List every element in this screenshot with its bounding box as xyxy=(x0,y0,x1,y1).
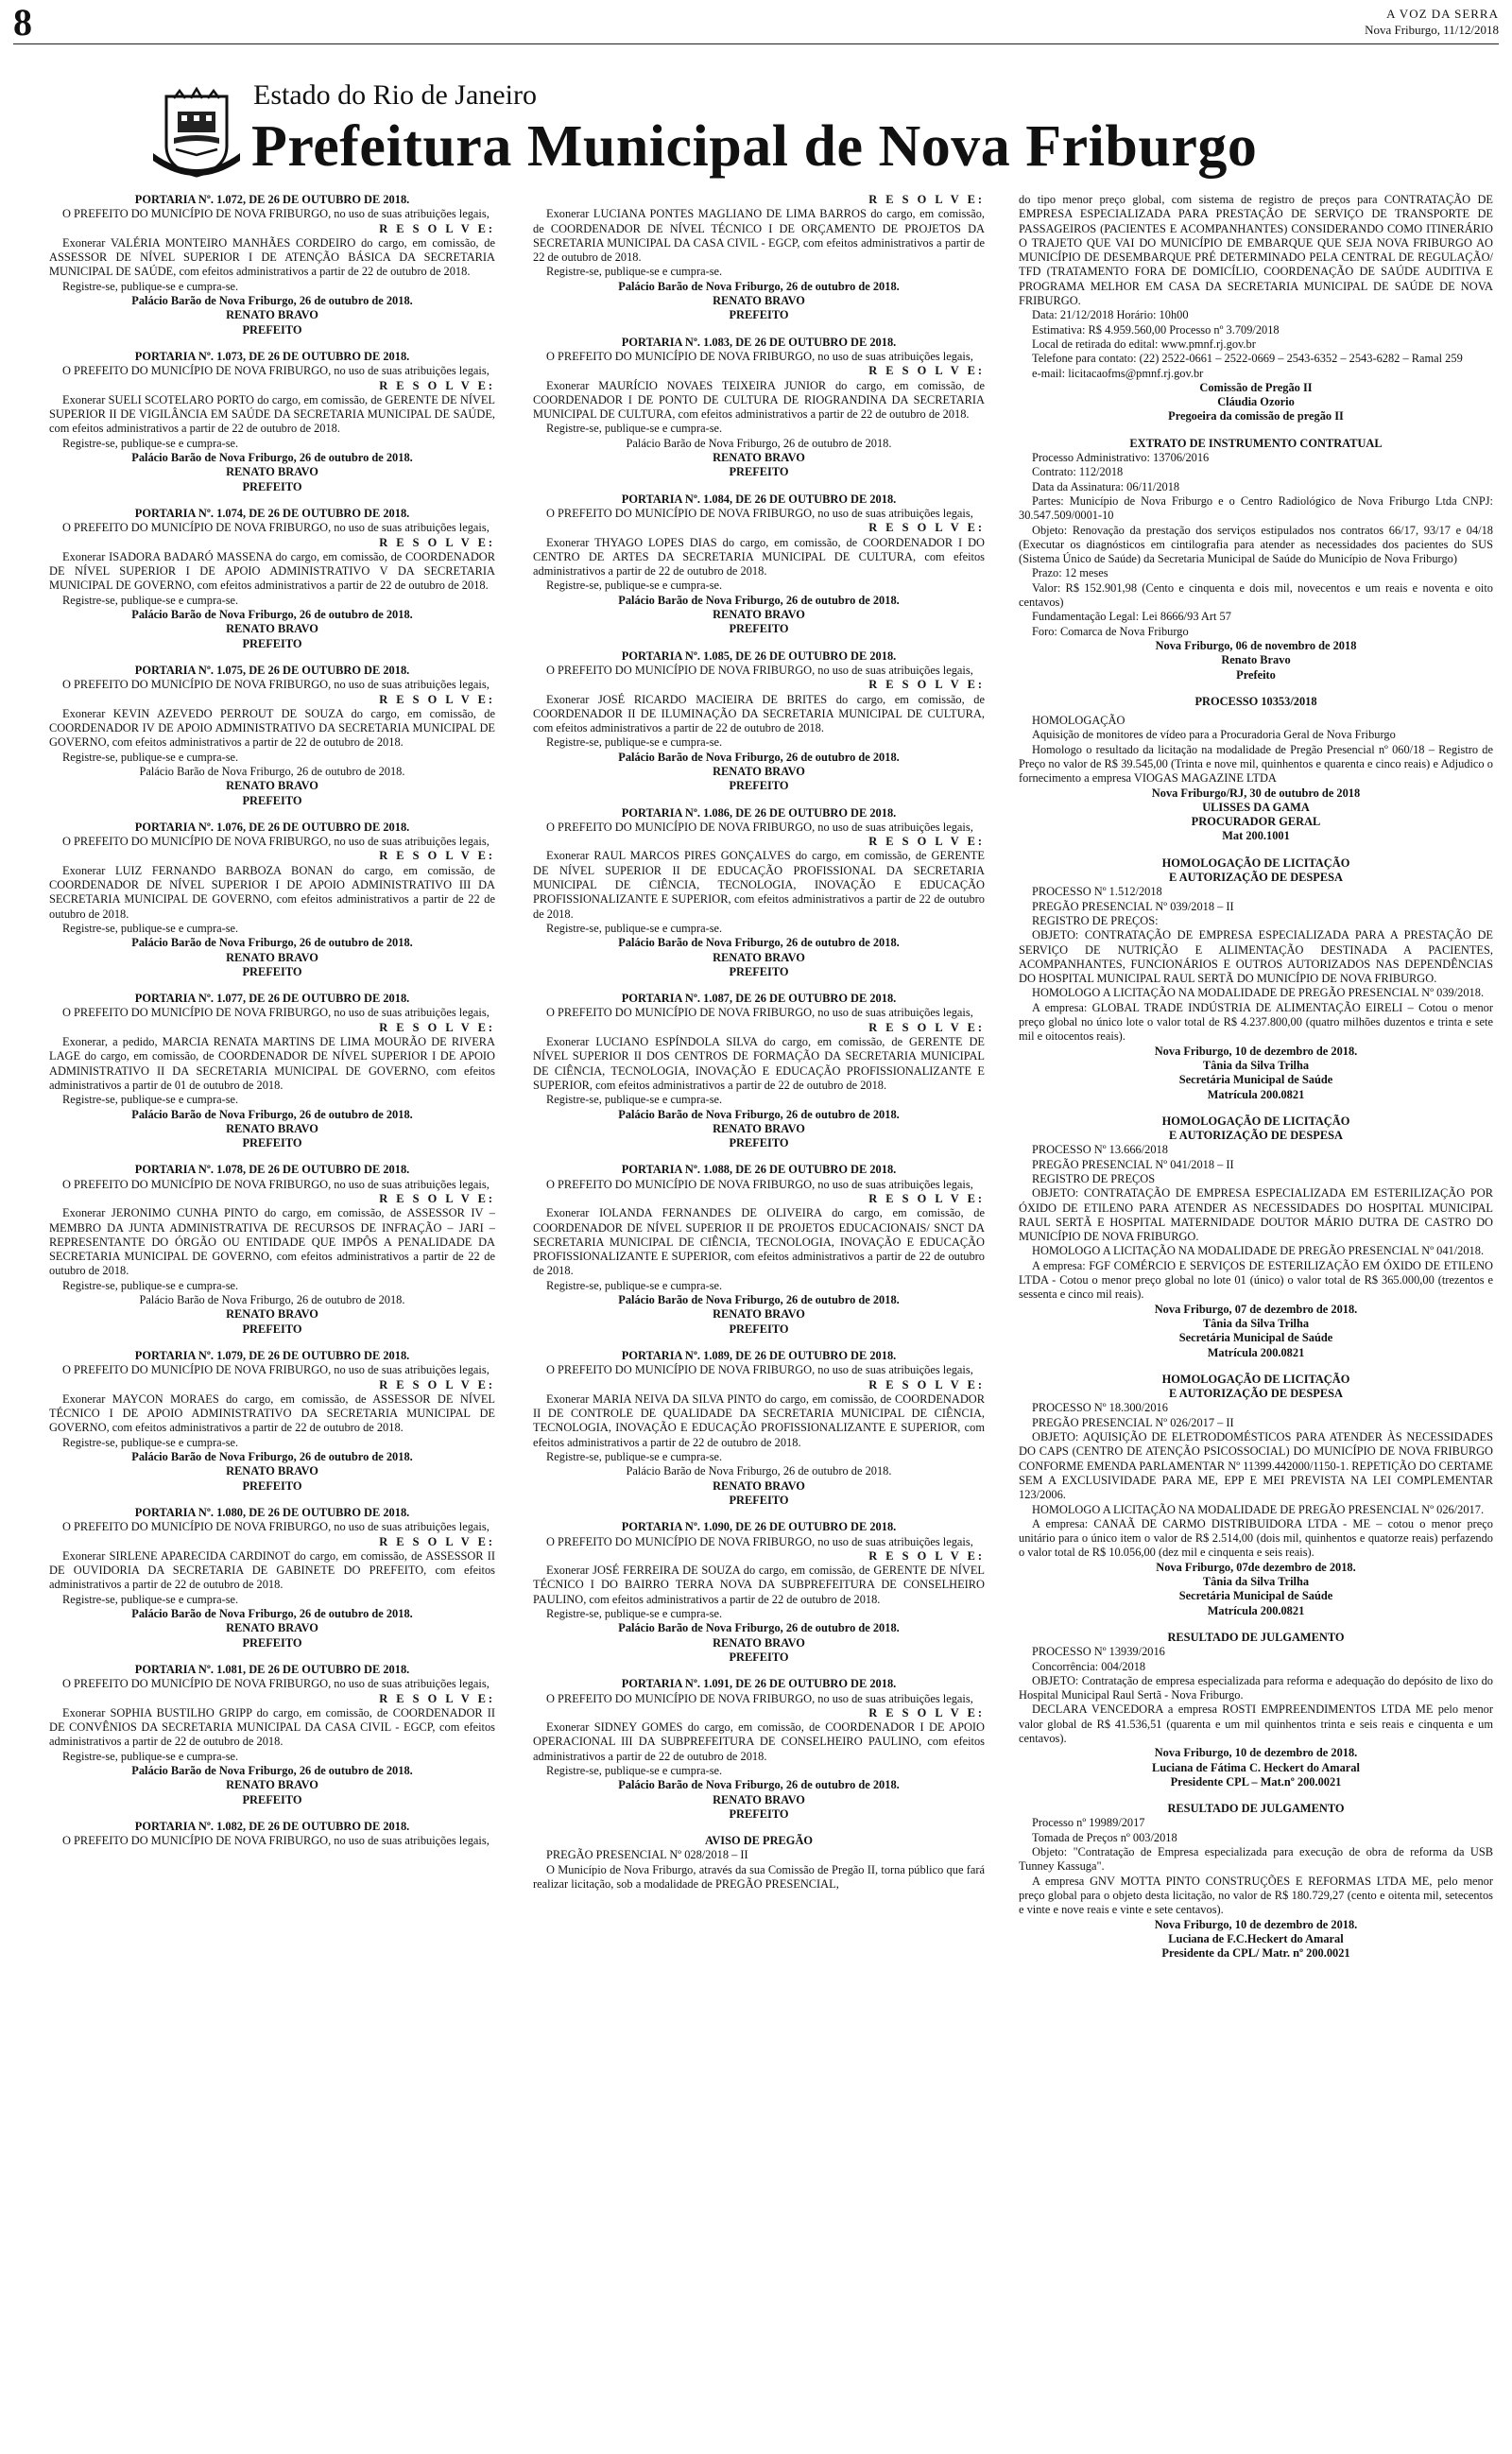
signature-line: Palácio Barão de Nova Friburgo, 26 de outubro de 2018. xyxy=(131,1450,413,1464)
paragraph: HOMOLOGO A LICITAÇÃO NA MODALIDADE DE PREGÃO PRESENCIAL Nº 041/2018. xyxy=(1032,1244,1485,1258)
paragraph: Registre-se, publique-se e cumpra-se. xyxy=(546,921,723,935)
section-heading: PORTARIA Nº. 1.081, DE 26 DE OUTUBRO DE 2018. xyxy=(134,1662,410,1676)
signature-line: RENATO BRAVO xyxy=(713,608,805,622)
section-heading: PORTARIA Nº. 1.089, DE 26 DE OUTUBRO DE 2018. xyxy=(621,1348,897,1362)
signature-line: Palácio Barão de Nova Friburgo, 26 de outubro de 2018. xyxy=(131,608,413,622)
paragraph: O PREFEITO DO MUNICÍPIO DE NOVA FRIBURGO, no uso de suas atribuições legais, xyxy=(62,1520,490,1534)
page-header xyxy=(13,1,1499,44)
paragraph: PROCESSO Nº 13939/2016 xyxy=(1032,1645,1165,1659)
masthead xyxy=(151,72,1380,195)
paragraph: Prazo: 12 meses xyxy=(1032,566,1108,580)
signature-line: RENATO BRAVO xyxy=(713,1478,805,1493)
section-heading: RESULTADO DE JULGAMENTO xyxy=(1167,1630,1345,1644)
signature-line: Palácio Barão de Nova Friburgo, 26 de outubro de 2018. xyxy=(618,279,900,293)
paragraph: A empresa: GLOBAL TRADE INDÚSTRIA DE ALIMENTAÇÃO EIRELI – Cotou o menor preço global no único lote o valor total de R$ 4.237.800,00 (quatro milhões duzentos e trinta e sete mil e oitocentos reais). xyxy=(1019,1000,1493,1044)
paragraph: O PREFEITO DO MUNICÍPIO DE NOVA FRIBURGO, no uso de suas atribuições legais, xyxy=(62,1677,490,1691)
paragraph: HOMOLOGAÇÃO xyxy=(1032,714,1125,728)
paragraph: HOMOLOGO A LICITAÇÃO NA MODALIDADE DE PREGÃO PRESENCIAL Nº 039/2018. xyxy=(1032,986,1485,1000)
signature-line: RENATO BRAVO xyxy=(226,1307,318,1322)
resolve-label: R E S O L V E: xyxy=(379,1691,495,1705)
paragraph: Registre-se, publique-se e cumpra-se. xyxy=(62,1435,239,1449)
signature-line: PREFEITO xyxy=(729,622,789,636)
section-heading: PORTARIA Nº. 1.077, DE 26 DE OUTUBRO DE 2018. xyxy=(134,992,410,1006)
paragraph: Telefone para contato: (22) 2522-0661 – 2522-0669 – 2543-6352 – 2543-6282 – Ramal 259 xyxy=(1032,352,1463,366)
coat-of-arms-icon xyxy=(149,87,244,181)
section-heading: EXTRATO DE INSTRUMENTO CONTRATUAL xyxy=(1129,436,1383,450)
signature-line: Nova Friburgo, 07 de dezembro de 2018. xyxy=(1154,1302,1358,1316)
state-name: Estado do Rio de Janeiro xyxy=(253,79,537,111)
paragraph: Registre-se, publique-se e cumpra-se. xyxy=(62,593,239,607)
resolve-label: R E S O L V E: xyxy=(868,193,985,206)
resolve-label: R E S O L V E: xyxy=(379,1377,495,1391)
paragraph: Partes: Município de Nova Friburgo e o Centro Radiológico de Nova Friburgo Ltda CNPJ: 30.547.509/0001-10 xyxy=(1019,493,1493,523)
spacer xyxy=(533,1150,985,1163)
paragraph: O PREFEITO DO MUNICÍPIO DE NOVA FRIBURGO, no uso de suas atribuições legais, xyxy=(546,1691,973,1705)
signature-line: Tânia da Silva Trilha xyxy=(1202,1575,1310,1589)
spacer xyxy=(49,337,495,350)
paragraph: Local de retirada do edital: www.pmnf.rj.gov.br xyxy=(1032,337,1256,351)
signature-line: RENATO BRAVO xyxy=(226,465,318,479)
paragraph: O PREFEITO DO MUNICÍPIO DE NOVA FRIBURGO, no uso de suas atribuições legais, xyxy=(62,1363,490,1377)
signature-line: RENATO BRAVO xyxy=(713,1121,805,1135)
section-heading: PORTARIA Nº. 1.091, DE 26 DE OUTUBRO DE 2018. xyxy=(621,1677,897,1691)
paragraph: O PREFEITO DO MUNICÍPIO DE NOVA FRIBURGO, no uso de suas atribuições legais, xyxy=(62,678,490,692)
spacer xyxy=(49,1494,495,1506)
paragraph: Concorrência: 004/2018 xyxy=(1032,1659,1146,1673)
signature-line: RENATO BRAVO xyxy=(226,779,318,793)
paragraph: O PREFEITO DO MUNICÍPIO DE NOVA FRIBURGO, no uso de suas atribuições legais, xyxy=(62,364,490,378)
signature-line: Palácio Barão de Nova Friburgo, 26 de outubro de 2018. xyxy=(618,1107,900,1121)
issue-date: Nova Friburgo, 11/12/2018 xyxy=(1365,23,1499,37)
signature-line: Nova Friburgo/RJ, 30 de outubro de 2018 xyxy=(1151,786,1361,800)
spacer xyxy=(1019,844,1493,856)
signature-line: PREFEITO xyxy=(242,1136,302,1150)
paragraph: Data da Assinatura: 06/11/2018 xyxy=(1032,479,1180,493)
signature-line: Palácio Barão de Nova Friburgo, 26 de outubro de 2018. xyxy=(618,1293,900,1307)
paragraph: Objeto: Renovação da prestação dos serviços estipulados nos contratos 66/17, 93/17 e 04/18 (Executar os diagnósticos em cintilografia para atender as necessidades dos pacientes do SUS (Sistema Único de Saúde) da Secretaria Municipal de Saúde do Município de Nova Friburgo) xyxy=(1019,523,1493,566)
place-date-line: Palácio Barão de Nova Friburgo, 26 de outubro de 2018. xyxy=(139,1293,405,1307)
resolve-label: R E S O L V E: xyxy=(379,1192,495,1205)
spacer xyxy=(533,637,985,649)
paragraph: Registre-se, publique-se e cumpra-se. xyxy=(62,921,239,935)
paragraph: Exonerar JOSÉ FERREIRA DE SOUZA do cargo, em comissão, de GERENTE DE NÍVEL TÉCNICO I DO BAIRRO TERRA NOVA DA SUBPREFEITURA DE CONSELHEIRO PAULINO, com efeitos administrativos a partir de 22 de outubro de 2018. xyxy=(533,1564,985,1606)
paragraph: Processo Administrativo: 13706/2016 xyxy=(1032,451,1210,465)
paragraph: Registre-se, publique-se e cumpra-se. xyxy=(62,1093,239,1107)
paragraph: Registre-se, publique-se e cumpra-se. xyxy=(62,1592,239,1606)
section-heading: AVISO DE PREGÃO xyxy=(704,1834,814,1848)
paragraph: Exonerar JERONIMO CUNHA PINTO do cargo, em comissão, de ASSESSOR IV – MEMBRO DA JUNTA ADMINISTRATIVA DE RECURSOS DE INFRAÇÃO – JARI – REPRESENTANTE DO ÓRGÃO OU ENTIDADE QUE IMPÔS A PENALIDADE DA SECRETARIA MUNICIPAL DE GOVERNO, com efeitos administrativos a partir de 22 de outubro de 2018. xyxy=(49,1206,495,1278)
spacer xyxy=(533,480,985,493)
signature-line: RENATO BRAVO xyxy=(713,950,805,964)
paragraph: OBJETO: AQUISIÇÃO DE ELETRODOMÉSTICOS PARA ATENDER ÀS NECESSIDADES DO CAPS (CENTRO DE ATENÇÃO PSICOSSOCIAL) DO MUNICÍPIO DE NOVA FRIBURGO CONFORME EMENDA PARLAMENTAR Nº 11399.442000/1150-1. REPETIÇÃO DO CERTAME SEM A EXCLUSIVIDADE PARA ME, EPP E MEI PREVISTA NA LEI COMPLEMENTAR 123/2006. xyxy=(1019,1430,1493,1502)
signature-line: Nova Friburgo, 10 de dezembro de 2018. xyxy=(1154,1746,1358,1760)
paragraph: Exonerar MAURÍCIO NOVAES TEIXEIRA JUNIOR do cargo, em comissão, de COORDENADOR I DE PONTO DE CULTURA DE RIOGRANDINA DA SECRETARIA MUNICIPAL DE CULTURA, com efeitos administrativos a partir de 22 de outubro de 2018. xyxy=(533,378,985,422)
signature-line: RENATO BRAVO xyxy=(713,1635,805,1650)
signature-line: PREFEITO xyxy=(242,964,302,978)
resolve-label: R E S O L V E: xyxy=(868,678,985,692)
paragraph: PREGÃO PRESENCIAL Nº 039/2018 – II xyxy=(1032,899,1234,913)
paragraph: O PREFEITO DO MUNICÍPIO DE NOVA FRIBURGO, no uso de suas atribuições legais, xyxy=(546,506,973,520)
paragraph: Processo nº 19989/2017 xyxy=(1032,1816,1145,1830)
signature-line: PREFEITO xyxy=(729,465,789,479)
paragraph: Exonerar SOPHIA BUSTILHO GRIPP do cargo, em comissão, de COORDENADOR II DE CONVÊNIOS DA SECRETARIA MUNICIPAL DA CASA CIVIL - EGCP, com efeitos administrativos a partir de 22 de outubro de 2018. xyxy=(49,1705,495,1749)
section-heading: PORTARIA Nº. 1.075, DE 26 DE OUTUBRO DE 2018. xyxy=(134,663,410,677)
signature-line: PREFEITO xyxy=(729,1322,789,1336)
signature-line: Matrícula 200.0821 xyxy=(1207,1603,1305,1617)
section-heading: PORTARIA Nº. 1.079, DE 26 DE OUTUBRO DE 2018. xyxy=(134,1348,410,1362)
section-heading: PORTARIA Nº. 1.076, DE 26 DE OUTUBRO DE 2018. xyxy=(134,820,410,834)
signature-line: Presidente da CPL/ Matr. nº 200.0021 xyxy=(1161,1946,1350,1961)
signature-line: PREFEITO xyxy=(729,308,789,322)
paragraph: Aquisição de monitores de vídeo para a Procuradoria Geral de Nova Friburgo xyxy=(1032,728,1396,742)
spacer xyxy=(1019,424,1493,437)
signature-line: Prefeito xyxy=(1236,667,1276,682)
paragraph: Exonerar THYAGO LOPES DIAS do cargo, em comissão, de COORDENADOR I DO CENTRO DE ARTES DA SECRETARIA MUNICIPAL DE CULTURA, com efeitos administrativos a partir de 22 de outubro de 2018. xyxy=(533,535,985,579)
signature-line: RENATO BRAVO xyxy=(226,1621,318,1635)
paragraph: Exonerar JOSÉ RICARDO MACIEIRA DE BRITES do cargo, em comissão, de COORDENADOR II DE ILUMINAÇÃO DA SECRETARIA MUNICIPAL DE CULTURA, com efeitos administrativos a partir de 22 de outubro de 2018. xyxy=(533,692,985,735)
resolve-label: R E S O L V E: xyxy=(868,1548,985,1563)
column-3 xyxy=(1019,193,1493,2448)
signature-line: Cláudia Ozorio xyxy=(1217,395,1295,409)
section-heading: PORTARIA Nº. 1.086, DE 26 DE OUTUBRO DE 2018. xyxy=(621,805,897,820)
signature-line: Tânia da Silva Trilha xyxy=(1202,1058,1310,1072)
signature-line: PREFEITO xyxy=(242,322,302,337)
signature-line: RENATO BRAVO xyxy=(226,1121,318,1135)
spacer xyxy=(533,1822,985,1834)
spacer xyxy=(533,323,985,336)
place-date-line: Palácio Barão de Nova Friburgo, 26 de outubro de 2018. xyxy=(626,436,892,450)
resolve-label: R E S O L V E: xyxy=(868,364,985,378)
paragraph: Registre-se, publique-se e cumpra-se. xyxy=(62,279,239,293)
signature-line: Nova Friburgo, 07de dezembro de 2018. xyxy=(1156,1560,1356,1574)
spacer xyxy=(49,1650,495,1663)
resolve-label: R E S O L V E: xyxy=(379,535,495,549)
resolve-label: R E S O L V E: xyxy=(868,521,985,535)
resolve-label: R E S O L V E: xyxy=(379,849,495,863)
paragraph: O PREFEITO DO MUNICÍPIO DE NOVA FRIBURGO, no uso de suas atribuições legais, xyxy=(62,1177,490,1191)
section-heading: E AUTORIZAÇÃO DE DESPESA xyxy=(1169,871,1343,885)
section-heading: PORTARIA Nº. 1.078, DE 26 DE OUTUBRO DE 2018. xyxy=(134,1163,410,1177)
section-heading: PORTARIA Nº. 1.088, DE 26 DE OUTUBRO DE 2018. xyxy=(621,1163,897,1177)
signature-line: Comissão de Pregão II xyxy=(1199,380,1313,394)
paragraph: Exonerar RAUL MARCOS PIRES GONÇALVES do cargo, em comissão, de GERENTE DE NÍVEL SUPERIOR II DE EDUCAÇÃO PROFISSIONAL DA SECRETARIA MUNICIPAL DE CIÊNCIA, TECNOLOGIA, INOVAÇÃO E EDUCAÇÃO PROFISSIONALIZANTE E SUPERIOR, com efeitos administrativos a partir de 22 de outubro de 2018. xyxy=(533,849,985,921)
spacer xyxy=(1019,1102,1493,1115)
signature-line: PREFEITO xyxy=(242,479,302,493)
signature-line: PREFEITO xyxy=(729,779,789,793)
signature-line: Palácio Barão de Nova Friburgo, 26 de outubro de 2018. xyxy=(618,750,900,764)
paragraph: O PREFEITO DO MUNICÍPIO DE NOVA FRIBURGO, no uso de suas atribuições legais, xyxy=(62,1006,490,1020)
paragraph: Exonerar MAYCON MORAES do cargo, em comissão, de ASSESSOR DE NÍVEL TÉCNICO I DE APOIO ADMINISTRATIVO DA SECRETARIA MUNICIPAL DE GOVERNO, com efeitos administrativos a partir de 22 de outubro de 2018. xyxy=(49,1391,495,1435)
section-heading: PORTARIA Nº. 1.073, DE 26 DE OUTUBRO DE 2018. xyxy=(134,349,410,363)
resolve-label: R E S O L V E: xyxy=(379,692,495,706)
paragraph: A empresa: FGF COMÉRCIO E SERVIÇOS DE ESTERILIZAÇÃO EM ÓXIDO DE ETILENO LTDA - Cotou o menor preço global no lote 01 (único) o valor total de R$ 365.000,00 (trezentos e sessenta e cinco mil reais). xyxy=(1019,1258,1493,1302)
signature-line: PREFEITO xyxy=(729,1136,789,1150)
place-date-line: Palácio Barão de Nova Friburgo, 26 de outubro de 2018. xyxy=(626,1464,892,1478)
signature-line: Mat 200.1001 xyxy=(1222,829,1290,843)
signature-line: Nova Friburgo, 06 de novembro de 2018 xyxy=(1155,638,1357,652)
paragraph: O PREFEITO DO MUNICÍPIO DE NOVA FRIBURGO, no uso de suas atribuições legais, xyxy=(546,1534,973,1548)
signature-line: Palácio Barão de Nova Friburgo, 26 de outubro de 2018. xyxy=(131,294,413,308)
spacer xyxy=(49,1337,495,1349)
spacer xyxy=(49,979,495,992)
section-heading: HOMOLOGAÇÃO DE LICITAÇÃO xyxy=(1161,1372,1350,1386)
paragraph: Tomada de Preços nº 003/2018 xyxy=(1032,1830,1177,1844)
resolve-label: R E S O L V E: xyxy=(868,1192,985,1205)
signature-line: Palácio Barão de Nova Friburgo, 26 de outubro de 2018. xyxy=(131,1607,413,1621)
paragraph: Registre-se, publique-se e cumpra-se. xyxy=(546,579,723,593)
paragraph: Homologo o resultado da licitação na modalidade de Pregão Presencial nº 060/18 – Registro de Preço no valor de R$ 39.545,00 (Trinta e nove mil, quinhentos e quarenta e cinco reais) e Adjudico o fornecimento a empresa VIOGAS MAGAZINE LTDA xyxy=(1019,742,1493,786)
paragraph: REGISTRO DE PREÇOS xyxy=(1032,1172,1156,1185)
column-2 xyxy=(533,193,985,2448)
paragraph: OBJETO: CONTRATAÇÃO DE EMPRESA ESPECIALIZADA EM ESTERILIZAÇÃO POR ÓXIDO DE ETILENO PARA ATENDER AS NECESSIDADES DO HOSPITAL MUNICIPAL RAUL SERTÃ E HOSPITAL MATERNIDADE DOUTOR MÁRIO DUTRA DE CASTRO DO MUNICÍPIO DE NOVA FRIBURGO. xyxy=(1019,1186,1493,1244)
signature-line: PREFEITO xyxy=(242,1635,302,1650)
signature-line: RENATO BRAVO xyxy=(226,622,318,636)
paragraph: DECLARA VENCEDORA a empresa ROSTI EMPREENDIMENTOS LTDA ME pelo menor valor global de R$ 41.536,51 (quarenta e um mil quinhentos trinta e seis reais e cinquenta e um centavos). xyxy=(1019,1702,1493,1745)
paragraph: Registre-se, publique-se e cumpra-se. xyxy=(546,422,723,436)
paragraph: e-mail: licitacaofms@pmnf.rj.gov.br xyxy=(1032,366,1204,380)
paragraph: Exonerar IOLANDA FERNANDES DE OLIVEIRA do cargo, em comissão, de COORDENADOR DE NÍVEL SUPERIOR II DE PROJETOS EDUCACIONAIS/ SNCT DA SECRETARIA MUNICIPAL DE CIÊNCIA, TECNOLOGIA, INOVAÇÃO E EDUCAÇÃO PROFISSIONALIZANTE E SUPERIOR, com efeitos administrativos a partir de 22 de outubro de 2018. xyxy=(533,1206,985,1278)
paragraph: Estimativa: R$ 4.959.560,00 Processo nº 3.709/2018 xyxy=(1032,322,1280,337)
document-body xyxy=(49,193,1493,2448)
signature-line: Luciana de F.C.Heckert do Amaral xyxy=(1168,1931,1344,1945)
spacer xyxy=(533,794,985,806)
paragraph: Registre-se, publique-se e cumpra-se. xyxy=(546,1093,723,1107)
paper-name: A VOZ DA SERRA xyxy=(1386,7,1499,21)
paragraph: O PREFEITO DO MUNICÍPIO DE NOVA FRIBURGO, no uso de suas atribuições legais, xyxy=(546,1177,973,1191)
paragraph: A empresa: CANAÃ DE CARMO DISTRIBUIDORA LTDA - ME – cotou o menor preço unitário para o único item o valor de R$ 2.514,00 (dois mil, quinhentos e quatorze reais) perfazendo o valor total de R$ 10.056,00 (dez mil e cinquenta e seis reais). xyxy=(1019,1516,1493,1560)
place-date-line: Palácio Barão de Nova Friburgo, 26 de outubro de 2018. xyxy=(139,764,405,778)
spacer xyxy=(49,1807,495,1820)
paragraph: Fundamentação Legal: Lei 8666/93 Art 57 xyxy=(1032,610,1231,624)
paragraph: Exonerar LUCIANO ESPÍNDOLA SILVA do cargo, em comissão, de GERENTE DE NÍVEL SUPERIOR II DOS CENTROS DE FORMAÇÃO DA SECRETARIA MUNICIPAL DE CIÊNCIA, TECNOLOGIA, INOVAÇÃO E EDUCAÇÃO PROFISSIONALIZANTE E SUPERIOR, com efeitos administrativos a partir de 22 de outubro de 2018. xyxy=(533,1035,985,1092)
signature-line: RENATO BRAVO xyxy=(713,1792,805,1806)
signature-line: RENATO BRAVO xyxy=(713,294,805,308)
signature-line: Secretária Municipal de Saúde xyxy=(1178,1073,1333,1087)
paragraph: Exonerar LUCIANA PONTES MAGLIANO DE LIMA BARROS do cargo, em comissão, de COORDENADOR DE NÍVEL TÉCNICO I DE ORÇAMENTO DE PROJETOS DA SECRETARIA MUNICIPAL DA CASA CIVIL - EGCP, com efeitos administrativos a partir de 22 de outubro de 2018. xyxy=(533,207,985,265)
paragraph: do tipo menor preço global, com sistema de registro de preços para CONTRATAÇÃO DE EMPRESA ESPECIALIZADA PARA PRESTAÇÃO DE SERVIÇO DE TRANSPORTE DE PASSAGEIROS (PACIENTES E ACOMPANHANTES) CONSIDERANDO COMO ITINERÁRIO O TRAJETO QUE VAI DO MUNICÍPIO DE EMBARQUE QUE SEJA NOVA FRIBURGO AO MUNICÍPIO DE DESEMBARQUE PRÉ DETERMINADO PELA CENTRAL DE REGULAÇÃO/ TFD (TRATAMENTO FORA DE DOMICÍLIO, COORDENAÇÃO DE SAÚDE AUDITIVA E PROGRAMA MELHOR EM CASA DA SECRETARIA MUNICIPAL DE SAÚDE DE NOVA FRIBURGO. xyxy=(1019,193,1493,308)
resolve-label: R E S O L V E: xyxy=(868,1377,985,1391)
paragraph: Registre-se, publique-se e cumpra-se. xyxy=(546,265,723,279)
section-heading: HOMOLOGAÇÃO DE LICITAÇÃO xyxy=(1161,855,1350,870)
section-heading: E AUTORIZAÇÃO DE DESPESA xyxy=(1169,1129,1343,1143)
paragraph: Registre-se, publique-se e cumpra-se. xyxy=(62,436,239,450)
paragraph: Registre-se, publique-se e cumpra-se. xyxy=(62,750,239,764)
section-heading: RESULTADO DE JULGAMENTO xyxy=(1167,1802,1345,1816)
paragraph: HOMOLOGO A LICITAÇÃO NA MODALIDADE DE PREGÃO PRESENCIAL Nº 026/2017. xyxy=(1032,1502,1485,1516)
section-heading: PROCESSO 10353/2018 xyxy=(1194,694,1317,708)
spacer xyxy=(49,1150,495,1163)
signature-line: PREFEITO xyxy=(242,636,302,650)
paragraph: Exonerar SIRLENE APARECIDA CARDINOT do cargo, em comissão, de ASSESSOR II DE OUVIDORIA DA SECRETARIA DE GABINETE DO PREFEITO, com efeitos administrativos a partir de 22 de outubro de 2018. xyxy=(49,1548,495,1592)
paragraph: O Município de Nova Friburgo, através da sua Comissão de Pregão II, torna público que fará realizar licitação, sob a modalidade de PREGÃO PRESENCIAL, xyxy=(533,1862,985,1892)
signature-line: RENATO BRAVO xyxy=(713,764,805,778)
signature-line: PREFEITO xyxy=(729,1806,789,1821)
paragraph: O PREFEITO DO MUNICÍPIO DE NOVA FRIBURGO, no uso de suas atribuições legais, xyxy=(62,835,490,849)
paragraph: O PREFEITO DO MUNICÍPIO DE NOVA FRIBURGO, no uso de suas atribuições legais, xyxy=(546,1006,973,1020)
signature-line: Matrícula 200.0821 xyxy=(1207,1345,1305,1359)
paragraph: O PREFEITO DO MUNICÍPIO DE NOVA FRIBURGO, no uso de suas atribuições legais, xyxy=(546,820,973,834)
paragraph: Exonerar KEVIN AZEVEDO PERROUT DE SOUZA do cargo, em comissão, de COORDENADOR IV DE APOIO ADMINISTRATIVO DA SECRETARIA MUNICIPAL DE GOVERNO, com efeitos administrativos a partir de 22 de outubro de 2018. xyxy=(49,706,495,750)
paragraph: Registre-se, publique-se e cumpra-se. xyxy=(62,1278,239,1292)
signature-line: Presidente CPL – Mat.nº 200.0021 xyxy=(1170,1774,1342,1789)
spacer xyxy=(49,651,495,664)
signature-line: Matrícula 200.0821 xyxy=(1207,1087,1305,1101)
paragraph: Registre-se, publique-se e cumpra-se. xyxy=(546,1278,723,1292)
signature-line: Tânia da Silva Trilha xyxy=(1202,1316,1310,1330)
signature-line: Palácio Barão de Nova Friburgo, 26 de outubro de 2018. xyxy=(131,936,413,950)
paragraph: O PREFEITO DO MUNICÍPIO DE NOVA FRIBURGO, no uso de suas atribuições legais, xyxy=(546,663,973,677)
signature-line: Pregoeira da comissão de pregão II xyxy=(1168,409,1344,423)
paragraph: O PREFEITO DO MUNICÍPIO DE NOVA FRIBURGO, no uso de suas atribuições legais, xyxy=(62,1834,490,1848)
paragraph: Contrato: 112/2018 xyxy=(1032,465,1124,479)
paragraph: PROCESSO Nº 1.512/2018 xyxy=(1032,885,1162,899)
paragraph: Objeto: "Contratação de Empresa especializada para execução de obra de reforma da USB Tunney Kassuga". xyxy=(1019,1845,1493,1874)
paragraph: A empresa GNV MOTTA PINTO CONSTRUÇÕES E REFORMAS LTDA ME, pelo menor preço global para o objeto desta licitação, no valor de R$ 180.729,27 (cento e oitenta mil, setecentos e vinte e nove reais e vinte e sete centavos). xyxy=(1019,1874,1493,1917)
paragraph: PREGÃO PRESENCIAL Nº 028/2018 – II xyxy=(546,1848,748,1862)
paragraph: Exonerar LUIZ FERNANDO BARBOZA BONAN do cargo, em comissão, de COORDENADOR DE NÍVEL SUPERIOR I DE APOIO ADMINISTRATIVO III DA SECRETARIA MUNICIPAL DE GOVERNO, com efeitos administrativos a partir de 22 de outubro de 2018. xyxy=(49,863,495,921)
signature-line: RENATO BRAVO xyxy=(226,308,318,322)
column-1 xyxy=(49,193,495,2448)
spacer xyxy=(533,1337,985,1349)
signature-line: RENATO BRAVO xyxy=(226,950,318,964)
signature-line: Palácio Barão de Nova Friburgo, 26 de outubro de 2018. xyxy=(618,1621,900,1635)
signature-line: Palácio Barão de Nova Friburgo, 26 de outubro de 2018. xyxy=(618,936,900,950)
signature-line: Nova Friburgo, 10 de dezembro de 2018. xyxy=(1154,1044,1358,1058)
paragraph: Exonerar SIDNEY GOMES do cargo, em comissão, de COORDENADOR I DE APOIO OPERACIONAL III DA SUBPREFEITURA DE CONSELHEIRO PAULINO, com efeitos administrativos a partir de 22 de outubro de 2018. xyxy=(533,1720,985,1763)
paragraph: Foro: Comarca de Nova Friburgo xyxy=(1032,624,1189,638)
section-heading: PORTARIA Nº. 1.084, DE 26 DE OUTUBRO DE 2018. xyxy=(621,492,897,506)
signature-line: PREFEITO xyxy=(729,964,789,978)
spacer xyxy=(1019,683,1493,695)
paragraph: Registre-se, publique-se e cumpra-se. xyxy=(546,1607,723,1621)
paragraph: OBJETO: CONTRATAÇÃO DE EMPRESA ESPECIALIZADA PARA A PRESTAÇÃO DE SERVIÇO DE NUTRIÇÃO E ALIMENTAÇÃO DESTINADA A PACIENTES, ACOMPANHANTES, FUNCIONÁRIOS E OUTROS AUTORIZADOS NAS DEPENDÊNCIAS DO HOSPITAL MUNICIPAL RAUL SERTÃ DO MUNICÍPIO DE NOVA FRIBURGO. xyxy=(1019,928,1493,986)
paragraph: O PREFEITO DO MUNICÍPIO DE NOVA FRIBURGO, no uso de suas atribuições legais, xyxy=(546,1363,973,1377)
paragraph: OBJETO: Contratação de empresa especializada para reforma e adequação do depósito de lixo do Hospital Municipal Raul Sertã - Nova Friburgo. xyxy=(1019,1673,1493,1702)
section-heading: E AUTORIZAÇÃO DE DESPESA xyxy=(1169,1387,1343,1401)
signature-line: Palácio Barão de Nova Friburgo, 26 de outubro de 2018. xyxy=(131,1763,413,1777)
spacer xyxy=(533,1508,985,1520)
paragraph: Registre-se, publique-se e cumpra-se. xyxy=(546,1763,723,1777)
resolve-label: R E S O L V E: xyxy=(379,1534,495,1548)
section-heading: PORTARIA Nº. 1.074, DE 26 DE OUTUBRO DE 2018. xyxy=(134,506,410,520)
signature-line: Nova Friburgo, 10 de dezembro de 2018. xyxy=(1154,1917,1358,1931)
coat-of-arms-graphic xyxy=(149,87,244,181)
paragraph: PROCESSO Nº 13.666/2018 xyxy=(1032,1143,1168,1157)
resolve-label: R E S O L V E: xyxy=(868,1020,985,1034)
signature-line: RENATO BRAVO xyxy=(226,1778,318,1792)
paragraph: Exonerar VALÉRIA MONTEIRO MANHÃES CORDEIRO do cargo, em comissão, de ASSESSOR DE NÍVEL SUPERIOR I DE ATENÇÃO BÁSICA DA SECRETARIA MUNICIPAL DE SAÚDE, com efeitos administrativos a partir de 22 de outubro de 2018. xyxy=(49,235,495,279)
paragraph: Data: 21/12/2018 Horário: 10h00 xyxy=(1032,308,1189,322)
signature-line: PREFEITO xyxy=(242,1792,302,1806)
signature-line: PREFEITO xyxy=(242,793,302,807)
paragraph: PROCESSO Nº 18.300/2016 xyxy=(1032,1401,1168,1415)
paragraph: Registre-se, publique-se e cumpra-se. xyxy=(62,1749,239,1763)
signature-line: PROCURADOR GERAL xyxy=(1191,815,1321,829)
signature-line: RENATO BRAVO xyxy=(713,451,805,465)
section-heading: PORTARIA Nº. 1.072, DE 26 DE OUTUBRO DE 2018. xyxy=(134,193,410,206)
resolve-label: R E S O L V E: xyxy=(868,1705,985,1720)
spacer xyxy=(1019,1360,1493,1373)
signature-line: PREFEITO xyxy=(729,1493,789,1507)
signature-line: Palácio Barão de Nova Friburgo, 26 de outubro de 2018. xyxy=(131,1107,413,1121)
signature-line: Secretária Municipal de Saúde xyxy=(1178,1331,1333,1345)
section-heading: PORTARIA Nº. 1.085, DE 26 DE OUTUBRO DE 2018. xyxy=(621,648,897,663)
spacer xyxy=(1019,1789,1493,1802)
resolve-label: R E S O L V E: xyxy=(868,835,985,849)
signature-line: Luciana de Fátima C. Heckert do Amaral xyxy=(1152,1760,1360,1774)
spacer xyxy=(49,808,495,821)
section-heading: HOMOLOGAÇÃO DE LICITAÇÃO xyxy=(1161,1114,1350,1128)
paragraph: Exonerar ISADORA BADARÓ MASSENA do cargo, em comissão, de COORDENADOR DE NÍVEL SUPERIOR I DE APOIO ADMINISTRATIVO V DA SECRETARIA MUNICIPAL DE GOVERNO, com efeitos administrativos a partir de 22 de outubro de 2018. xyxy=(49,549,495,593)
section-heading: PORTARIA Nº. 1.082, DE 26 DE OUTUBRO DE 2018. xyxy=(134,1819,410,1833)
signature-line: RENATO BRAVO xyxy=(713,1307,805,1322)
spacer xyxy=(1019,1618,1493,1631)
paragraph: Exonerar MARIA NEIVA DA SILVA PINTO do cargo, em comissão, de COORDENADOR II DE CONTROLE DE QUALIDADE DA SECRETARIA MUNICIPAL DE CIÊNCIA, TECNOLOGIA, INOVAÇÃO E EDUCAÇÃO PROFISSIONALIZANTE E SUPERIOR, com efeitos administrativos a partir de 22 de outubro de 2018. xyxy=(533,1391,985,1449)
signature-line: Secretária Municipal de Saúde xyxy=(1178,1589,1333,1603)
signature-line: Palácio Barão de Nova Friburgo, 26 de outubro de 2018. xyxy=(618,1778,900,1792)
paragraph: Valor: R$ 152.901,98 (Cento e cinquenta e dois mil, novecentos e um reais e noventa e oito centavos) xyxy=(1019,580,1493,610)
section-heading: PORTARIA Nº. 1.080, DE 26 DE OUTUBRO DE 2018. xyxy=(134,1505,410,1519)
paragraph: PREGÃO PRESENCIAL Nº 026/2017 – II xyxy=(1032,1415,1234,1429)
signature-line: ULISSES DA GAMA xyxy=(1202,800,1310,814)
paragraph: Registre-se, publique-se e cumpra-se. xyxy=(546,735,723,750)
paragraph: O PREFEITO DO MUNICÍPIO DE NOVA FRIBURGO, no uso de suas atribuições legais, xyxy=(62,521,490,535)
signature-line: PREFEITO xyxy=(242,1322,302,1336)
paragraph: O PREFEITO DO MUNICÍPIO DE NOVA FRIBURGO, no uso de suas atribuições legais, xyxy=(62,207,490,221)
paper-info xyxy=(1365,6,1499,38)
spacer xyxy=(533,979,985,992)
paragraph: PREGÃO PRESENCIAL Nº 041/2018 – II xyxy=(1032,1157,1234,1171)
paragraph: Registre-se, publique-se e cumpra-se. xyxy=(546,1450,723,1464)
paragraph: REGISTRO DE PREÇOS: xyxy=(1032,913,1159,927)
signature-line: RENATO BRAVO xyxy=(226,1464,318,1478)
spacer xyxy=(49,494,495,507)
signature-line: Palácio Barão de Nova Friburgo, 26 de outubro de 2018. xyxy=(131,451,413,465)
spacer xyxy=(533,1665,985,1677)
resolve-label: R E S O L V E: xyxy=(379,1020,495,1034)
signature-line: PREFEITO xyxy=(729,1650,789,1664)
section-heading: PORTARIA Nº. 1.087, DE 26 DE OUTUBRO DE 2018. xyxy=(621,992,897,1006)
paragraph: Exonerar, a pedido, MARCIA RENATA MARTINS DE LIMA MOURÃO DE RIVERA LAGE do cargo, em comissão, de COORDENADOR DE NÍVEL SUPERIOR I DE APOIO ADMINISTRATIVO II DA SECRETARIA MUNICIPAL DE GOVERNO, com efeitos administrativos a partir de 01 de outubro de 2018. xyxy=(49,1035,495,1092)
resolve-label: R E S O L V E: xyxy=(379,378,495,392)
section-heading: PORTARIA Nº. 1.090, DE 26 DE OUTUBRO DE 2018. xyxy=(621,1520,897,1534)
page-number: 8 xyxy=(13,1,32,43)
paragraph: O PREFEITO DO MUNICÍPIO DE NOVA FRIBURGO, no uso de suas atribuições legais, xyxy=(546,349,973,363)
resolve-label: R E S O L V E: xyxy=(379,221,495,235)
paragraph: Exonerar SUELI SCOTELARO PORTO do cargo, em comissão, de GERENTE DE NÍVEL SUPERIOR II DE VIGILÂNCIA EM SAÚDE DA SECRETARIA MUNICIPAL DE SAÚDE, com efeitos administrativos a partir de 22 de outubro de 2018. xyxy=(49,392,495,436)
signature-line: Palácio Barão de Nova Friburgo, 26 de outubro de 2018. xyxy=(618,593,900,607)
signature-line: PREFEITO xyxy=(242,1478,302,1493)
section-heading: PORTARIA Nº. 1.083, DE 26 DE OUTUBRO DE 2018. xyxy=(621,335,897,349)
masthead-title: Prefeitura Municipal de Nova Friburgo xyxy=(251,114,1258,179)
signature-line: Renato Bravo xyxy=(1221,653,1291,667)
